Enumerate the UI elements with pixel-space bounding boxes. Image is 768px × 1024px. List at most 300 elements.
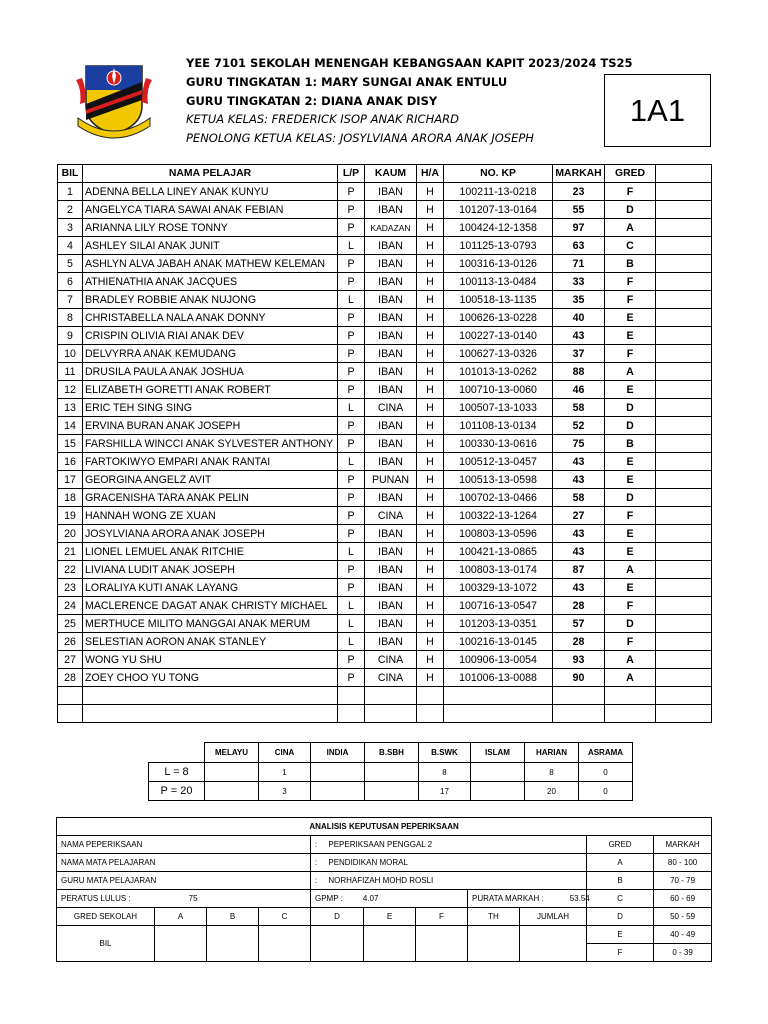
student-bil: 24 bbox=[58, 597, 83, 615]
student-markah: 43 bbox=[553, 327, 605, 345]
colon: : bbox=[315, 840, 318, 849]
student-name: MERTHUCE MILITO MANGGAI ANAK MERUM bbox=[83, 615, 338, 633]
student-gred: E bbox=[605, 381, 656, 399]
student-nokp: 100211-13-0218 bbox=[444, 183, 553, 201]
student-kaum: CINA bbox=[365, 399, 417, 417]
student-ha: H bbox=[417, 273, 444, 291]
student-kaum: PUNAN bbox=[365, 471, 417, 489]
summary-cell bbox=[205, 782, 259, 801]
summary-corner bbox=[149, 743, 205, 763]
table-row bbox=[58, 543, 712, 561]
student-kaum: KADAZAN bbox=[365, 219, 417, 237]
student-gred: E bbox=[605, 327, 656, 345]
summary-cell bbox=[205, 763, 259, 782]
assistant-monitor: PENOLONG KETUA KELAS: JOSYLVIANA ARORA ANAK JOSEPH bbox=[186, 131, 534, 145]
school-grade-col: C bbox=[259, 908, 311, 926]
empty-cell bbox=[83, 705, 338, 723]
student-name: ERVINA BURAN ANAK JOSEPH bbox=[83, 417, 338, 435]
student-nokp: 100227-13-0140 bbox=[444, 327, 553, 345]
student-extra bbox=[656, 237, 712, 255]
bil-cell bbox=[364, 926, 416, 962]
student-bil: 9 bbox=[58, 327, 83, 345]
student-name: LORALIYA KUTI ANAK LAYANG bbox=[83, 579, 338, 597]
table-row bbox=[58, 579, 712, 597]
student-gred: B bbox=[605, 255, 656, 273]
student-extra bbox=[656, 399, 712, 417]
student-markah: 58 bbox=[553, 399, 605, 417]
student-lp: P bbox=[338, 345, 365, 363]
student-nokp: 100906-13-0054 bbox=[444, 651, 553, 669]
school-grade-col: JUMLAH bbox=[520, 908, 587, 926]
student-kaum: IBAN bbox=[365, 525, 417, 543]
student-lp: P bbox=[338, 219, 365, 237]
student-nokp: 100322-13-1264 bbox=[444, 507, 553, 525]
student-ha: H bbox=[417, 363, 444, 381]
table-row bbox=[58, 273, 712, 291]
student-lp: P bbox=[338, 381, 365, 399]
student-name: ASHLYN ALVA JABAH ANAK MATHEW KELEMAN bbox=[83, 255, 338, 273]
student-gred: F bbox=[605, 597, 656, 615]
empty-row bbox=[58, 687, 712, 705]
analysis-title-row bbox=[57, 818, 712, 836]
student-name: ANGELYCA TIARA SAWAI ANAK FEBIAN bbox=[83, 201, 338, 219]
empty-cell bbox=[656, 705, 712, 723]
student-bil: 7 bbox=[58, 291, 83, 309]
student-ha: H bbox=[417, 381, 444, 399]
student-bil: 16 bbox=[58, 453, 83, 471]
student-bil: 3 bbox=[58, 219, 83, 237]
table-row bbox=[58, 309, 712, 327]
student-kaum: IBAN bbox=[365, 273, 417, 291]
student-extra bbox=[656, 615, 712, 633]
table-row bbox=[58, 417, 712, 435]
student-markah: 71 bbox=[553, 255, 605, 273]
student-ha: H bbox=[417, 201, 444, 219]
empty-cell bbox=[365, 705, 417, 723]
student-gred: F bbox=[605, 507, 656, 525]
summary-cell: 0 bbox=[579, 782, 633, 801]
student-markah: 55 bbox=[553, 201, 605, 219]
student-kaum: IBAN bbox=[365, 237, 417, 255]
student-kaum: CINA bbox=[365, 651, 417, 669]
student-ha: H bbox=[417, 597, 444, 615]
avg-cell bbox=[468, 890, 590, 908]
gpmp-cell bbox=[311, 890, 468, 908]
student-name: SELESTIAN AORON ANAK STANLEY bbox=[83, 633, 338, 651]
school-crest-logo bbox=[76, 60, 152, 142]
grade-scale-range: 40 - 49 bbox=[654, 926, 712, 944]
summary-cell bbox=[471, 763, 525, 782]
student-ha: H bbox=[417, 615, 444, 633]
student-name: ELIZABETH GORETTI ANAK ROBERT bbox=[83, 381, 338, 399]
student-ha: H bbox=[417, 489, 444, 507]
student-name: ATHIENATHIA ANAK JACQUES bbox=[83, 273, 338, 291]
student-markah: 40 bbox=[553, 309, 605, 327]
student-ha: H bbox=[417, 471, 444, 489]
form-teacher-1: GURU TINGKATAN 1: MARY SUNGAI ANAK ENTULU bbox=[186, 75, 508, 89]
student-lp: L bbox=[338, 399, 365, 417]
student-nokp: 100702-13-0466 bbox=[444, 489, 553, 507]
student-gred: B bbox=[605, 435, 656, 453]
student-ha: H bbox=[417, 579, 444, 597]
bil-label: BIL bbox=[57, 926, 155, 962]
student-nokp: 100513-13-0598 bbox=[444, 471, 553, 489]
empty-cell bbox=[605, 705, 656, 723]
student-nokp: 100512-13-0457 bbox=[444, 453, 553, 471]
student-ha: H bbox=[417, 651, 444, 669]
student-markah: 90 bbox=[553, 669, 605, 687]
student-ha: H bbox=[417, 435, 444, 453]
student-lp: P bbox=[338, 489, 365, 507]
student-lp: P bbox=[338, 363, 365, 381]
student-kaum: IBAN bbox=[365, 615, 417, 633]
student-name: MACLERENCE DAGAT ANAK CHRISTY MICHAEL bbox=[83, 597, 338, 615]
student-name: CHRISTABELLA NALA ANAK DONNY bbox=[83, 309, 338, 327]
empty-cell bbox=[444, 687, 553, 705]
summary-col-asrama: ASRAMA bbox=[579, 743, 633, 763]
student-kaum: IBAN bbox=[365, 363, 417, 381]
colon: : bbox=[315, 876, 318, 885]
student-markah: 75 bbox=[553, 435, 605, 453]
grade-scale-grade: D bbox=[587, 908, 654, 926]
student-name: LIONEL LEMUEL ANAK RITCHIE bbox=[83, 543, 338, 561]
student-lp: P bbox=[338, 507, 365, 525]
table-row bbox=[58, 435, 712, 453]
student-gred: D bbox=[605, 417, 656, 435]
student-markah: 43 bbox=[553, 471, 605, 489]
col-bil: BIL bbox=[58, 165, 83, 183]
summary-cell: 20 bbox=[525, 782, 579, 801]
grade-scale-range: 60 - 69 bbox=[654, 890, 712, 908]
student-name: BRADLEY ROBBIE ANAK NUJONG bbox=[83, 291, 338, 309]
form-teacher-2: GURU TINGKATAN 2: DIANA ANAK DISY bbox=[186, 94, 438, 108]
analysis-exam-row bbox=[57, 836, 712, 854]
student-kaum: IBAN bbox=[365, 381, 417, 399]
student-bil: 23 bbox=[58, 579, 83, 597]
student-nokp: 101006-13-0088 bbox=[444, 669, 553, 687]
student-nokp: 100803-13-0596 bbox=[444, 525, 553, 543]
student-gred: E bbox=[605, 543, 656, 561]
avg-value: 53.54 bbox=[569, 894, 590, 903]
empty-cell bbox=[338, 705, 365, 723]
summary-cell: 0 bbox=[579, 763, 633, 782]
student-kaum: IBAN bbox=[365, 309, 417, 327]
summary-cell: 8 bbox=[525, 763, 579, 782]
student-name: WONG YU SHU bbox=[83, 651, 338, 669]
table-row bbox=[58, 597, 712, 615]
summary-col-islam: ISLAM bbox=[471, 743, 525, 763]
student-extra bbox=[656, 561, 712, 579]
student-extra bbox=[656, 651, 712, 669]
student-kaum: IBAN bbox=[365, 561, 417, 579]
student-ha: H bbox=[417, 255, 444, 273]
student-table-header bbox=[58, 165, 712, 183]
col-nama: NAMA PELAJAR bbox=[83, 165, 338, 183]
student-bil: 13 bbox=[58, 399, 83, 417]
student-ha: H bbox=[417, 291, 444, 309]
student-gred: D bbox=[605, 399, 656, 417]
grade-scale-range: 0 - 39 bbox=[654, 944, 712, 962]
empty-cell bbox=[338, 687, 365, 705]
grade-header: GRED bbox=[587, 836, 654, 854]
grade-scale-grade: E bbox=[587, 926, 654, 944]
student-extra bbox=[656, 489, 712, 507]
student-markah: 87 bbox=[553, 561, 605, 579]
student-table bbox=[57, 164, 712, 723]
class-code: 1A1 bbox=[629, 92, 686, 128]
student-markah: 23 bbox=[553, 183, 605, 201]
table-row bbox=[58, 219, 712, 237]
col-nokp: NO. KP bbox=[444, 165, 553, 183]
student-gred: A bbox=[605, 219, 656, 237]
summary-row-male bbox=[149, 763, 633, 782]
student-nokp: 100710-13-0060 bbox=[444, 381, 553, 399]
table-row bbox=[58, 363, 712, 381]
student-ha: H bbox=[417, 543, 444, 561]
student-lp: P bbox=[338, 417, 365, 435]
student-bil: 19 bbox=[58, 507, 83, 525]
student-kaum: IBAN bbox=[365, 489, 417, 507]
student-extra bbox=[656, 345, 712, 363]
exam-value-cell bbox=[311, 836, 587, 854]
student-lp: P bbox=[338, 579, 365, 597]
summary-col-cina: CINA bbox=[259, 743, 311, 763]
student-name: ASHLEY SILAI ANAK JUNIT bbox=[83, 237, 338, 255]
teacher-value: NORHAFIZAH MOHD ROSLI bbox=[328, 876, 434, 885]
empty-row bbox=[58, 705, 712, 723]
student-extra bbox=[656, 453, 712, 471]
col-gred: GRED bbox=[605, 165, 656, 183]
table-row bbox=[58, 201, 712, 219]
empty-cell bbox=[417, 705, 444, 723]
summary-cell bbox=[365, 782, 419, 801]
student-extra bbox=[656, 327, 712, 345]
student-gred: E bbox=[605, 453, 656, 471]
student-markah: 46 bbox=[553, 381, 605, 399]
table-row bbox=[58, 615, 712, 633]
school-grade-col: E bbox=[364, 908, 416, 926]
summary-col-bsbh: B.SBH bbox=[365, 743, 419, 763]
student-bil: 10 bbox=[58, 345, 83, 363]
student-nokp: 100507-13-1033 bbox=[444, 399, 553, 417]
student-bil: 28 bbox=[58, 669, 83, 687]
student-gred: A bbox=[605, 561, 656, 579]
student-nokp: 100316-13-0126 bbox=[444, 255, 553, 273]
table-row bbox=[58, 507, 712, 525]
table-row bbox=[58, 255, 712, 273]
summary-cell bbox=[365, 763, 419, 782]
student-ha: H bbox=[417, 327, 444, 345]
table-row bbox=[58, 525, 712, 543]
col-extra bbox=[656, 165, 712, 183]
student-ha: H bbox=[417, 453, 444, 471]
student-name: JOSYLVIANA ARORA ANAK JOSEPH bbox=[83, 525, 338, 543]
student-lp: P bbox=[338, 183, 365, 201]
empty-cell bbox=[417, 687, 444, 705]
student-markah: 58 bbox=[553, 489, 605, 507]
student-extra bbox=[656, 381, 712, 399]
subject-label: NAMA MATA PELAJARAN bbox=[57, 854, 311, 872]
student-kaum: IBAN bbox=[365, 327, 417, 345]
student-lp: P bbox=[338, 561, 365, 579]
summary-cell bbox=[311, 782, 365, 801]
school-grade-col: F bbox=[416, 908, 468, 926]
student-markah: 57 bbox=[553, 615, 605, 633]
student-markah: 28 bbox=[553, 597, 605, 615]
teacher-label: GURU MATA PELAJARAN bbox=[57, 872, 311, 890]
student-ha: H bbox=[417, 561, 444, 579]
student-markah: 27 bbox=[553, 507, 605, 525]
empty-cell bbox=[553, 687, 605, 705]
student-bil: 15 bbox=[58, 435, 83, 453]
student-markah: 43 bbox=[553, 525, 605, 543]
student-ha: H bbox=[417, 345, 444, 363]
col-markah: MARKAH bbox=[553, 165, 605, 183]
student-ha: H bbox=[417, 309, 444, 327]
student-bil: 21 bbox=[58, 543, 83, 561]
bil-cell bbox=[520, 926, 587, 962]
analysis-table bbox=[56, 817, 712, 962]
student-name: GRACENISHA TARA ANAK PELIN bbox=[83, 489, 338, 507]
summary-cell: 3 bbox=[259, 782, 311, 801]
student-extra bbox=[656, 435, 712, 453]
table-row bbox=[58, 453, 712, 471]
class-monitor: KETUA KELAS: FREDERICK ISOP ANAK RICHARD bbox=[186, 112, 459, 126]
student-name: ADENNA BELLA LINEY ANAK KUNYU bbox=[83, 183, 338, 201]
marks-header: MARKAH bbox=[654, 836, 712, 854]
student-lp: L bbox=[338, 633, 365, 651]
student-extra bbox=[656, 543, 712, 561]
student-name: ZOEY CHOO YU TONG bbox=[83, 669, 338, 687]
student-extra bbox=[656, 183, 712, 201]
gpmp-value: 4.07 bbox=[362, 894, 379, 903]
student-extra bbox=[656, 597, 712, 615]
summary-cell: 8 bbox=[419, 763, 471, 782]
student-bil: 11 bbox=[58, 363, 83, 381]
student-bil: 6 bbox=[58, 273, 83, 291]
student-nokp: 100329-13-1072 bbox=[444, 579, 553, 597]
student-kaum: IBAN bbox=[365, 183, 417, 201]
summary-col-melayu: MELAYU bbox=[205, 743, 259, 763]
empty-cell bbox=[553, 705, 605, 723]
bil-cell bbox=[259, 926, 311, 962]
summary-label: P = 20 bbox=[149, 782, 205, 801]
student-markah: 63 bbox=[553, 237, 605, 255]
class-code-box bbox=[604, 74, 711, 147]
student-lp: L bbox=[338, 543, 365, 561]
subject-value-cell bbox=[311, 854, 587, 872]
student-ha: H bbox=[417, 633, 444, 651]
student-nokp: 101108-13-0134 bbox=[444, 417, 553, 435]
student-nokp: 101203-13-0351 bbox=[444, 615, 553, 633]
student-markah: 52 bbox=[553, 417, 605, 435]
grade-scale-grade: B bbox=[587, 872, 654, 890]
student-gred: F bbox=[605, 183, 656, 201]
avg-label: PURATA MARKAH : bbox=[472, 894, 544, 903]
student-ha: H bbox=[417, 417, 444, 435]
student-ha: H bbox=[417, 237, 444, 255]
student-markah: 35 bbox=[553, 291, 605, 309]
exam-value: PEPERIKSAAN PENGGAL 2 bbox=[328, 840, 433, 849]
table-row bbox=[58, 633, 712, 651]
summary-col-bswk: B.SWK bbox=[419, 743, 471, 763]
student-name: GEORGINA ANGELZ AVIT bbox=[83, 471, 338, 489]
student-lp: P bbox=[338, 309, 365, 327]
student-lp: P bbox=[338, 273, 365, 291]
pass-label: PERATUS LULUS : bbox=[61, 894, 131, 903]
student-extra bbox=[656, 507, 712, 525]
summary-cell: 17 bbox=[419, 782, 471, 801]
student-extra bbox=[656, 201, 712, 219]
student-name: DELVYRRA ANAK KEMUDANG bbox=[83, 345, 338, 363]
summary-table bbox=[148, 742, 633, 801]
student-name: DRUSILA PAULA ANAK JOSHUA bbox=[83, 363, 338, 381]
exam-label: NAMA PEPERIKSAAN bbox=[57, 836, 311, 854]
bil-cell bbox=[207, 926, 259, 962]
student-extra bbox=[656, 273, 712, 291]
student-nokp: 100803-13-0174 bbox=[444, 561, 553, 579]
bil-cell bbox=[155, 926, 207, 962]
student-lp: P bbox=[338, 201, 365, 219]
table-row bbox=[58, 651, 712, 669]
table-row bbox=[58, 471, 712, 489]
student-gred: A bbox=[605, 363, 656, 381]
student-lp: L bbox=[338, 615, 365, 633]
school-title: YEE 7101 SEKOLAH MENENGAH KEBANGSAAN KAPIT 2023/2024 TS25 bbox=[186, 56, 633, 70]
student-gred: D bbox=[605, 615, 656, 633]
student-nokp: 101013-13-0262 bbox=[444, 363, 553, 381]
col-lp: L/P bbox=[338, 165, 365, 183]
student-nokp: 100330-13-0616 bbox=[444, 435, 553, 453]
student-gred: A bbox=[605, 651, 656, 669]
student-lp: L bbox=[338, 597, 365, 615]
table-row bbox=[58, 381, 712, 399]
summary-col-india: INDIA bbox=[311, 743, 365, 763]
school-grade-label: GRED SEKOLAH bbox=[57, 908, 155, 926]
student-bil: 18 bbox=[58, 489, 83, 507]
student-extra bbox=[656, 291, 712, 309]
student-ha: H bbox=[417, 219, 444, 237]
table-row bbox=[58, 327, 712, 345]
student-gred: E bbox=[605, 309, 656, 327]
student-extra bbox=[656, 579, 712, 597]
student-lp: L bbox=[338, 237, 365, 255]
grade-scale-grade: F bbox=[587, 944, 654, 962]
student-nokp: 101125-13-0793 bbox=[444, 237, 553, 255]
analysis-title: ANALISIS KEPUTUSAN PEPERIKSAAN bbox=[57, 818, 712, 836]
student-nokp: 100627-13-0326 bbox=[444, 345, 553, 363]
student-extra bbox=[656, 417, 712, 435]
student-name: HANNAH WONG ZE XUAN bbox=[83, 507, 338, 525]
student-kaum: IBAN bbox=[365, 435, 417, 453]
col-ha: H/A bbox=[417, 165, 444, 183]
student-kaum: IBAN bbox=[365, 201, 417, 219]
analysis-teacher-row bbox=[57, 872, 712, 890]
student-nokp: 100424-12-1358 bbox=[444, 219, 553, 237]
student-bil: 14 bbox=[58, 417, 83, 435]
table-row bbox=[58, 237, 712, 255]
student-kaum: IBAN bbox=[365, 417, 417, 435]
student-markah: 43 bbox=[553, 579, 605, 597]
student-markah: 28 bbox=[553, 633, 605, 651]
school-grade-col: TH bbox=[468, 908, 520, 926]
grade-scale-grade: A bbox=[587, 854, 654, 872]
student-nokp: 100113-13-0484 bbox=[444, 273, 553, 291]
student-ha: H bbox=[417, 507, 444, 525]
summary-col-harian: HARIAN bbox=[525, 743, 579, 763]
bil-cell bbox=[311, 926, 364, 962]
student-ha: H bbox=[417, 525, 444, 543]
